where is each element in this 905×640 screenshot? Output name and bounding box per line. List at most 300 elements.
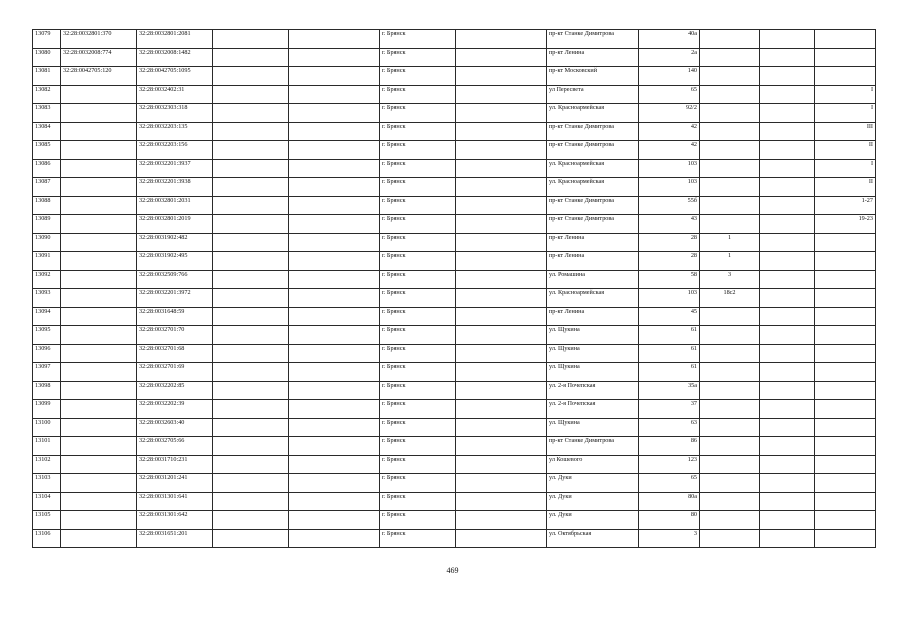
cell-row-number: 13102 xyxy=(33,455,61,474)
cell-cadastral-number-land xyxy=(61,252,137,271)
cell-premises: II xyxy=(815,178,876,197)
cell-street: ул. Щукина xyxy=(547,344,639,363)
cell-cadastral-number-land xyxy=(61,326,137,345)
cell-city: г. Брянск xyxy=(380,418,456,437)
cell-col-7 xyxy=(456,85,547,104)
cell-house-number: 103 xyxy=(639,178,700,197)
cell-cadastral-number-building: 32:28:0031651:201 xyxy=(137,529,213,548)
cell-city: г. Брянск xyxy=(380,85,456,104)
cell-house-number: 65 xyxy=(639,474,700,493)
cell-cadastral-number-building: 32:28:0032201:3937 xyxy=(137,159,213,178)
cell-cadastral-number-building: 32:28:0032203:135 xyxy=(137,122,213,141)
cell-cadastral-number-land xyxy=(61,215,137,234)
cell-col-4 xyxy=(213,270,289,289)
cell-street: пр-кт Станке Димитрова xyxy=(547,122,639,141)
cell-col-11 xyxy=(760,307,815,326)
cell-col-5 xyxy=(289,67,380,86)
cell-col-4 xyxy=(213,178,289,197)
cell-cadastral-number-building: 32:28:0031902:482 xyxy=(137,233,213,252)
cell-cadastral-number-land xyxy=(61,178,137,197)
cell-building xyxy=(700,122,760,141)
cell-house-number: 40а xyxy=(639,30,700,49)
cell-street: ул Кошевого xyxy=(547,455,639,474)
table-row xyxy=(33,400,876,419)
cell-premises: I xyxy=(815,85,876,104)
cell-col-4 xyxy=(213,48,289,67)
cell-row-number: 13083 xyxy=(33,104,61,123)
cell-street: пр-кт Станке Димитрова xyxy=(547,30,639,49)
cell-premises xyxy=(815,30,876,49)
cell-building xyxy=(700,455,760,474)
cell-city: г. Брянск xyxy=(380,474,456,493)
cell-street: ул. Красноармейская xyxy=(547,159,639,178)
cell-cadastral-number-building: 32:28:0031902:495 xyxy=(137,252,213,271)
cell-house-number: 55б xyxy=(639,196,700,215)
cell-col-5 xyxy=(289,178,380,197)
cell-house-number: 35а xyxy=(639,381,700,400)
cell-street: ул Пересвета xyxy=(547,85,639,104)
cell-cadastral-number-land xyxy=(61,270,137,289)
cell-cadastral-number-land xyxy=(61,85,137,104)
cell-col-7 xyxy=(456,344,547,363)
cell-premises xyxy=(815,252,876,271)
cell-col-7 xyxy=(456,270,547,289)
cell-cadastral-number-building: 32:28:0031301:641 xyxy=(137,492,213,511)
cell-building xyxy=(700,196,760,215)
cell-col-5 xyxy=(289,196,380,215)
cell-city: г. Брянск xyxy=(380,492,456,511)
cell-row-number: 13093 xyxy=(33,289,61,308)
cell-col-5 xyxy=(289,141,380,160)
cell-building xyxy=(700,141,760,160)
cell-street: пр-кт Ленина xyxy=(547,307,639,326)
cell-col-4 xyxy=(213,529,289,548)
cell-premises xyxy=(815,307,876,326)
cell-col-11 xyxy=(760,289,815,308)
cell-col-5 xyxy=(289,418,380,437)
cell-col-4 xyxy=(213,474,289,493)
cell-cadastral-number-building: 32:28:0032801:2081 xyxy=(137,30,213,49)
cell-cadastral-number-land: 32:28:0032008:774 xyxy=(61,48,137,67)
cell-street: ул. Щукина xyxy=(547,418,639,437)
cell-building xyxy=(700,215,760,234)
cell-building xyxy=(700,67,760,86)
table-row xyxy=(33,215,876,234)
cell-cadastral-number-land xyxy=(61,196,137,215)
cell-street: ул. Щукина xyxy=(547,363,639,382)
cell-building xyxy=(700,326,760,345)
cell-building xyxy=(700,400,760,419)
cell-row-number: 13080 xyxy=(33,48,61,67)
cell-row-number: 13090 xyxy=(33,233,61,252)
cell-city: г. Брянск xyxy=(380,529,456,548)
cell-col-7 xyxy=(456,326,547,345)
cell-row-number: 13091 xyxy=(33,252,61,271)
cell-cadastral-number-land xyxy=(61,122,137,141)
table-row xyxy=(33,196,876,215)
table-row xyxy=(33,474,876,493)
cell-col-4 xyxy=(213,233,289,252)
table-row xyxy=(33,270,876,289)
cell-premises: 19-23 xyxy=(815,215,876,234)
cell-building xyxy=(700,381,760,400)
cell-col-4 xyxy=(213,141,289,160)
cell-cadastral-number-land xyxy=(61,529,137,548)
cell-premises xyxy=(815,418,876,437)
table-row xyxy=(33,252,876,271)
cell-city: г. Брянск xyxy=(380,326,456,345)
cell-row-number: 13105 xyxy=(33,511,61,530)
cell-building xyxy=(700,178,760,197)
cell-city: г. Брянск xyxy=(380,215,456,234)
cell-house-number: 61 xyxy=(639,363,700,382)
cell-premises xyxy=(815,492,876,511)
cell-city: г. Брянск xyxy=(380,67,456,86)
table-row xyxy=(33,30,876,49)
cell-col-7 xyxy=(456,474,547,493)
cell-col-5 xyxy=(289,437,380,456)
cell-col-4 xyxy=(213,289,289,308)
cell-col-7 xyxy=(456,529,547,548)
cell-col-11 xyxy=(760,381,815,400)
cell-col-11 xyxy=(760,529,815,548)
cell-street: пр-кт Московский xyxy=(547,67,639,86)
cell-building: 1 xyxy=(700,252,760,271)
cell-premises xyxy=(815,233,876,252)
cell-col-4 xyxy=(213,30,289,49)
cell-col-7 xyxy=(456,437,547,456)
cell-cadastral-number-land xyxy=(61,400,137,419)
cell-row-number: 13098 xyxy=(33,381,61,400)
cell-cadastral-number-building: 32:28:0032202:39 xyxy=(137,400,213,419)
cell-street: ул. Дуки xyxy=(547,474,639,493)
cell-building xyxy=(700,418,760,437)
cell-street: пр-кт Станке Димитрова xyxy=(547,196,639,215)
cell-cadastral-number-building: 32:28:0032801:2031 xyxy=(137,196,213,215)
cell-cadastral-number-building: 32:28:0031301:642 xyxy=(137,511,213,530)
cell-building xyxy=(700,307,760,326)
cell-col-7 xyxy=(456,30,547,49)
cell-building xyxy=(700,159,760,178)
registry-table xyxy=(32,29,876,548)
cell-col-11 xyxy=(760,455,815,474)
table-row xyxy=(33,455,876,474)
cell-col-4 xyxy=(213,326,289,345)
cell-cadastral-number-building: 32:28:0032303:318 xyxy=(137,104,213,123)
cell-col-11 xyxy=(760,344,815,363)
cell-col-11 xyxy=(760,270,815,289)
cell-col-11 xyxy=(760,104,815,123)
cell-col-4 xyxy=(213,492,289,511)
cell-col-5 xyxy=(289,511,380,530)
cell-cadastral-number-building: 32:28:0032202:85 xyxy=(137,381,213,400)
cell-cadastral-number-land xyxy=(61,455,137,474)
cell-col-11 xyxy=(760,326,815,345)
cell-col-11 xyxy=(760,141,815,160)
cell-col-11 xyxy=(760,418,815,437)
cell-house-number: 103 xyxy=(639,159,700,178)
cell-cadastral-number-land xyxy=(61,307,137,326)
cell-building xyxy=(700,48,760,67)
cell-col-5 xyxy=(289,326,380,345)
cell-street: ул. Октябрьская xyxy=(547,529,639,548)
cell-cadastral-number-land xyxy=(61,141,137,160)
table-row xyxy=(33,178,876,197)
cell-street: пр-кт Станке Димитрова xyxy=(547,215,639,234)
cell-row-number: 13087 xyxy=(33,178,61,197)
cell-col-7 xyxy=(456,159,547,178)
cell-col-4 xyxy=(213,344,289,363)
cell-cadastral-number-building: 32:28:0032701:69 xyxy=(137,363,213,382)
cell-col-7 xyxy=(456,289,547,308)
cell-street: пр-кт Станке Димитрова xyxy=(547,437,639,456)
cell-cadastral-number-land xyxy=(61,104,137,123)
cell-col-5 xyxy=(289,455,380,474)
cell-col-7 xyxy=(456,381,547,400)
cell-premises: 1-27 xyxy=(815,196,876,215)
cell-cadastral-number-building: 32:28:0031710:231 xyxy=(137,455,213,474)
cell-city: г. Брянск xyxy=(380,400,456,419)
cell-building xyxy=(700,104,760,123)
cell-row-number: 13092 xyxy=(33,270,61,289)
cell-premises xyxy=(815,511,876,530)
cell-col-11 xyxy=(760,252,815,271)
cell-premises xyxy=(815,381,876,400)
cell-city: г. Брянск xyxy=(380,122,456,141)
cell-building xyxy=(700,492,760,511)
cell-house-number: 42 xyxy=(639,122,700,141)
cell-col-4 xyxy=(213,511,289,530)
cell-city: г. Брянск xyxy=(380,289,456,308)
cell-col-5 xyxy=(289,252,380,271)
cell-col-5 xyxy=(289,529,380,548)
cell-house-number: 37 xyxy=(639,400,700,419)
cell-cadastral-number-building: 32:28:0032705:66 xyxy=(137,437,213,456)
cell-col-4 xyxy=(213,363,289,382)
cell-row-number: 13100 xyxy=(33,418,61,437)
cell-house-number: 58 xyxy=(639,270,700,289)
cell-street: ул. 2-я Почепская xyxy=(547,381,639,400)
cell-col-11 xyxy=(760,492,815,511)
cell-col-4 xyxy=(213,67,289,86)
cell-cadastral-number-building: 32:28:0032701:70 xyxy=(137,326,213,345)
cell-col-5 xyxy=(289,48,380,67)
cell-street: ул. Ромашина xyxy=(547,270,639,289)
table-row xyxy=(33,85,876,104)
cell-col-5 xyxy=(289,85,380,104)
cell-house-number: 45 xyxy=(639,307,700,326)
table-row xyxy=(33,67,876,86)
cell-house-number: 80 xyxy=(639,511,700,530)
cell-col-4 xyxy=(213,307,289,326)
cell-street: ул. Красноармейская xyxy=(547,178,639,197)
cell-premises xyxy=(815,400,876,419)
table-row xyxy=(33,492,876,511)
cell-col-11 xyxy=(760,30,815,49)
cell-premises xyxy=(815,326,876,345)
cell-street: пр-кт Ленина xyxy=(547,252,639,271)
cell-cadastral-number-land xyxy=(61,233,137,252)
cell-col-4 xyxy=(213,159,289,178)
table-body xyxy=(33,30,876,548)
cell-cadastral-number-land xyxy=(61,511,137,530)
cell-row-number: 13089 xyxy=(33,215,61,234)
cell-cadastral-number-land xyxy=(61,418,137,437)
cell-premises xyxy=(815,437,876,456)
cell-cadastral-number-land xyxy=(61,437,137,456)
cell-building xyxy=(700,529,760,548)
table-row xyxy=(33,437,876,456)
cell-col-7 xyxy=(456,233,547,252)
cell-col-5 xyxy=(289,30,380,49)
cell-col-5 xyxy=(289,381,380,400)
cell-col-7 xyxy=(456,67,547,86)
cell-cadastral-number-land xyxy=(61,289,137,308)
cell-row-number: 13099 xyxy=(33,400,61,419)
cell-cadastral-number-building: 32:28:0032402:31 xyxy=(137,85,213,104)
cell-cadastral-number-building: 32:28:0032201:3972 xyxy=(137,289,213,308)
cell-col-7 xyxy=(456,363,547,382)
cell-cadastral-number-building: 32:28:0032203:156 xyxy=(137,141,213,160)
cell-col-7 xyxy=(456,492,547,511)
cell-building xyxy=(700,474,760,493)
table-row xyxy=(33,326,876,345)
cell-col-11 xyxy=(760,122,815,141)
table-row xyxy=(33,141,876,160)
cell-house-number: 92/2 xyxy=(639,104,700,123)
cell-col-5 xyxy=(289,215,380,234)
cell-row-number: 13094 xyxy=(33,307,61,326)
cell-cadastral-number-land: 32:28:0042705:120 xyxy=(61,67,137,86)
cell-col-4 xyxy=(213,381,289,400)
table-row xyxy=(33,159,876,178)
cell-col-4 xyxy=(213,85,289,104)
cell-cadastral-number-land xyxy=(61,474,137,493)
cell-col-7 xyxy=(456,307,547,326)
cell-col-7 xyxy=(456,104,547,123)
cell-row-number: 13088 xyxy=(33,196,61,215)
cell-col-11 xyxy=(760,400,815,419)
cell-col-11 xyxy=(760,196,815,215)
cell-street: ул. Красноармейская xyxy=(547,289,639,308)
table-row xyxy=(33,344,876,363)
cell-row-number: 13095 xyxy=(33,326,61,345)
cell-col-11 xyxy=(760,85,815,104)
cell-cadastral-number-building: 32:28:0032603:40 xyxy=(137,418,213,437)
cell-house-number: 63 xyxy=(639,418,700,437)
cell-col-4 xyxy=(213,455,289,474)
cell-city: г. Брянск xyxy=(380,48,456,67)
cell-row-number: 13097 xyxy=(33,363,61,382)
table-row xyxy=(33,529,876,548)
cell-city: г. Брянск xyxy=(380,437,456,456)
cell-house-number: 123 xyxy=(639,455,700,474)
cell-col-4 xyxy=(213,104,289,123)
table-row xyxy=(33,418,876,437)
cell-col-4 xyxy=(213,196,289,215)
table-row xyxy=(33,104,876,123)
cell-cadastral-number-building: 32:28:0042705:1095 xyxy=(137,67,213,86)
cell-street: ул. 2-я Почепская xyxy=(547,400,639,419)
cell-row-number: 13081 xyxy=(33,67,61,86)
cell-building xyxy=(700,511,760,530)
cell-col-11 xyxy=(760,437,815,456)
cell-city: г. Брянск xyxy=(380,307,456,326)
cell-premises xyxy=(815,363,876,382)
cell-col-7 xyxy=(456,418,547,437)
cell-cadastral-number-building: 32:28:0032509:766 xyxy=(137,270,213,289)
table-row xyxy=(33,122,876,141)
table-row xyxy=(33,381,876,400)
cell-row-number: 13104 xyxy=(33,492,61,511)
cell-row-number: 13079 xyxy=(33,30,61,49)
cell-street: пр-кт Станке Димитрова xyxy=(547,141,639,160)
cell-house-number: 140 xyxy=(639,67,700,86)
cell-cadastral-number-land xyxy=(61,159,137,178)
cell-building xyxy=(700,363,760,382)
cell-cadastral-number-land xyxy=(61,344,137,363)
cell-col-11 xyxy=(760,215,815,234)
cell-row-number: 13085 xyxy=(33,141,61,160)
cell-col-11 xyxy=(760,233,815,252)
cell-col-11 xyxy=(760,67,815,86)
cell-house-number: 28 xyxy=(639,252,700,271)
cell-premises xyxy=(815,455,876,474)
table-row xyxy=(33,363,876,382)
cell-city: г. Брянск xyxy=(380,363,456,382)
cell-col-4 xyxy=(213,215,289,234)
cell-city: г. Брянск xyxy=(380,381,456,400)
cell-cadastral-number-building: 32:28:0032201:3938 xyxy=(137,178,213,197)
cell-col-5 xyxy=(289,233,380,252)
cell-street: ул. Щукина xyxy=(547,326,639,345)
cell-col-4 xyxy=(213,400,289,419)
cell-col-7 xyxy=(456,141,547,160)
cell-street: пр-кт Ленина xyxy=(547,48,639,67)
cell-house-number: 42 xyxy=(639,141,700,160)
cell-row-number: 13082 xyxy=(33,85,61,104)
cell-col-5 xyxy=(289,307,380,326)
cell-house-number: 2а xyxy=(639,48,700,67)
cell-col-4 xyxy=(213,122,289,141)
cell-city: г. Брянск xyxy=(380,233,456,252)
cell-col-7 xyxy=(456,122,547,141)
cell-col-7 xyxy=(456,48,547,67)
table-row xyxy=(33,233,876,252)
cell-city: г. Брянск xyxy=(380,141,456,160)
cell-premises xyxy=(815,529,876,548)
cell-premises xyxy=(815,48,876,67)
cell-cadastral-number-building: 32:28:0032008:1482 xyxy=(137,48,213,67)
cell-city: г. Брянск xyxy=(380,30,456,49)
cell-col-7 xyxy=(456,400,547,419)
cell-col-5 xyxy=(289,104,380,123)
cell-cadastral-number-building: 32:28:0032801:2019 xyxy=(137,215,213,234)
cell-city: г. Брянск xyxy=(380,104,456,123)
cell-city: г. Брянск xyxy=(380,344,456,363)
table-row xyxy=(33,307,876,326)
cell-row-number: 13101 xyxy=(33,437,61,456)
cell-col-5 xyxy=(289,122,380,141)
cell-city: г. Брянск xyxy=(380,270,456,289)
cell-building: 1 xyxy=(700,233,760,252)
cell-city: г. Брянск xyxy=(380,159,456,178)
table-row xyxy=(33,511,876,530)
cell-street: пр-кт Ленина xyxy=(547,233,639,252)
cell-col-5 xyxy=(289,492,380,511)
cell-premises: I xyxy=(815,104,876,123)
cell-house-number: 65 xyxy=(639,85,700,104)
